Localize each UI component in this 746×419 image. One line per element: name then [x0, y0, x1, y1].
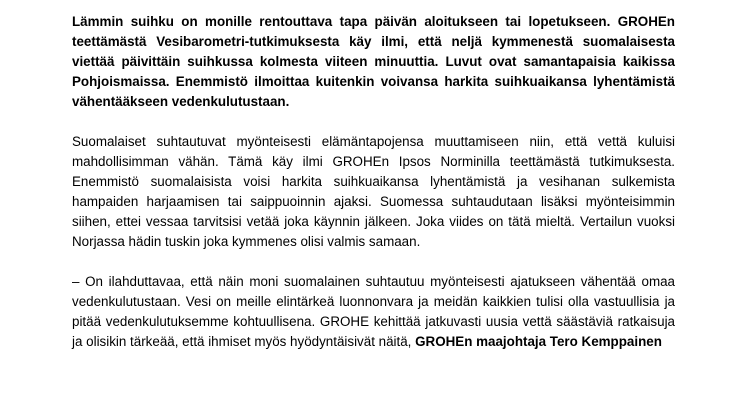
body-line: siihen, ettei vessaa tarvitsisi vetää joka käynnin jälkeen. Joka viides on tätä mieltä. Vertailun vuoksi	[72, 214, 675, 229]
body-line: mahdollisimman vähän. Tämä käy ilmi GROHEn Ipsos Norminilla teettämästä tutkimuksesta.	[72, 154, 675, 169]
lead-line: vähentääkseen vedenkulutustaan.	[72, 94, 290, 109]
paragraph-gap	[72, 112, 675, 132]
lead-line: Lämmin suihku on monille rentouttava tapa päivän aloitukseen tai lopetukseen. GROHEn	[72, 14, 675, 29]
lead-paragraph	[72, 12, 675, 112]
lead-line: Pohjoismaissa. Enemmistö ilmoittaa kuitenkin voivansa harkita suihkuaikansa lyhentämistä	[72, 74, 675, 89]
quote-text: ja olisikin tärkeää, että ihmiset myös hyödyntäisivät näitä,	[72, 334, 416, 349]
paragraph-gap	[72, 252, 675, 272]
quote-attribution: GROHEn maajohtaja Tero Kemppainen	[415, 334, 662, 349]
body-line: Norjassa hädin tuskin joka kymmenes olisi valmis samaan.	[72, 234, 421, 249]
lead-line: viettää päivittäin suihkussa kolmesta viiteen minuuttia. Luvut ovat samantapaisia kaikissa	[72, 54, 675, 69]
body-line: Enemmistö suomalaisista voisi harkita suihkuaikansa lyhentämistä ja vesihanan sulkemista	[72, 174, 675, 189]
document-page	[72, 12, 675, 352]
body-paragraph-3	[72, 272, 675, 352]
body-line: vedenkulutustaan. Vesi on meille elintärkeä luonnonvara ja meidän kaikkien tulisi olla vastuullisia ja	[72, 294, 675, 309]
body-line: pitää vedenkulutuksemme kohtuullisena. GROHE kehittää jatkuvasti uusia vettä säästäviä ratkaisuja	[72, 314, 675, 329]
body-paragraph-2	[72, 132, 675, 252]
body-line: hampaiden harjaamisen tai saippuoinnin ajaksi. Suomessa suhtaudutaan lisäksi myönteisimmin	[72, 194, 675, 209]
body-line	[72, 332, 675, 352]
lead-line: teettämästä Vesibarometri-tutkimuksesta käy ilmi, että neljä kymmenestä suomalaisesta	[72, 34, 675, 49]
body-line: – On ilahduttavaa, että näin moni suomalainen suhtautuu myönteisesti ajatukseen vähentää omaa	[72, 274, 675, 289]
body-line: Suomalaiset suhtautuvat myönteisesti elämäntapojensa muuttamiseen niin, että vettä kuluisi	[72, 134, 675, 149]
